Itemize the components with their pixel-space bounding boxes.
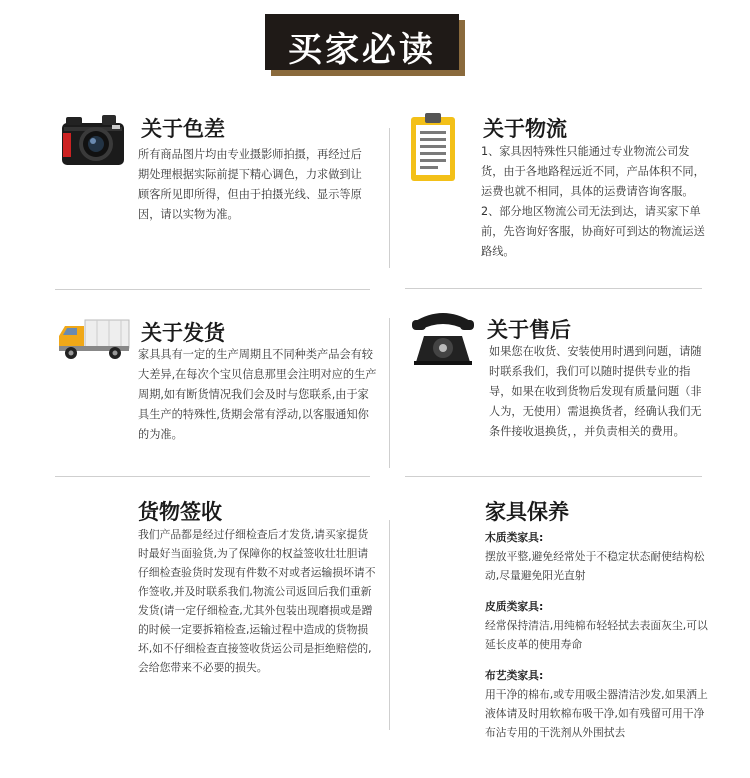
color-body: 所有商品图片均由专业摄影师拍摄，再经过后期处理根据实际前提下精心调色，力求做到让顾客所见即所得，但由于拍摄光线、显示等原因，请以实物为准。	[138, 148, 362, 221]
care-item	[485, 528, 711, 585]
care-item-heading: 布艺类家具:	[485, 669, 544, 682]
logistics-body: 1、家具因特殊性只能通过专业物流公司发货，由于各地路程远近不同，产品体积不同，运费也就不相同，具体的运费请咨询客服。 2、部分地区物流公司无法到达，请买家下单前，先咨询好客服，协商好可到达的物流运送路线。	[481, 145, 705, 258]
shipping-body: 家具具有一定的生产周期且不同种类产品会有较大差异,在每次个宝贝信息那里会注明对应的生产周期,如有断货情况我们会及时与您联系,由于家具生产的特殊性,货期会常有浮动,以客服通知你的为准。	[138, 348, 377, 441]
receipt-body: 我们产品都是经过仔细检查后才发货,请买家提货时最好当面验货,为了保障你的权益签收壮壮胆请仔细检查验货时发现有件数不对或者运输损坏请不作签收,并及时联系我们,物流公司返回后我们重新发货(请一定仔细检查,尤其外包装出现磨损或是蹭的时候一定要拆箱检查,运输过程中造成的货物损坏,如不仔细检查直接签收货运公司是拒绝赔偿的,会给您带来不必要的损失。	[138, 528, 376, 674]
care-item-text: 经常保持清洁,用纯棉布轻轻拭去表面灰尘,可以延长皮革的使用寿命	[485, 619, 708, 651]
divider-horizontal	[55, 476, 370, 477]
care-item-text: 摆放平整,避免经常处于不稳定状态耐使结构松动,尽量避免阳光直射	[485, 550, 705, 582]
divider-horizontal	[55, 289, 370, 290]
care-item	[485, 597, 711, 654]
telephone-icon	[410, 308, 476, 366]
color-title: 关于色差	[141, 117, 225, 141]
header-banner	[265, 14, 459, 70]
camera-icon	[60, 113, 126, 167]
care-item-heading: 木质类家具:	[485, 531, 544, 544]
divider-horizontal	[405, 288, 702, 289]
care-list	[485, 528, 711, 742]
divider-horizontal	[405, 476, 702, 477]
divider-vertical	[389, 520, 390, 730]
care-title: 家具保养	[485, 500, 569, 524]
receipt-title: 货物签收	[138, 500, 222, 524]
care-item-heading: 皮质类家具:	[485, 600, 544, 613]
page-title: 买家必读	[288, 30, 436, 70]
care-item-text: 用干净的棉布,或专用吸尘器清洁沙发,如果洒上液体请及时用软棉布吸干净,如有残留可用干净布沾专用的干洗剂从外围拭去	[485, 688, 708, 739]
divider-vertical	[389, 128, 390, 268]
truck-icon	[57, 318, 131, 360]
logistics-title: 关于物流	[483, 117, 567, 141]
after-sales-title: 关于售后	[487, 318, 571, 342]
after-sales-body: 如果您在收货、安装使用时遇到问题，请随时联系我们，我们可以随时提供专业的指导，如果在收到货物后发现有质量问题（非人为，无使用）需退换货者，经确认我们无条件接收退换货，，并负责相关的费用。	[489, 345, 702, 438]
shipping-title: 关于发货	[141, 321, 225, 345]
clipboard-icon	[410, 113, 456, 183]
care-item	[485, 666, 711, 742]
divider-vertical	[389, 318, 390, 468]
